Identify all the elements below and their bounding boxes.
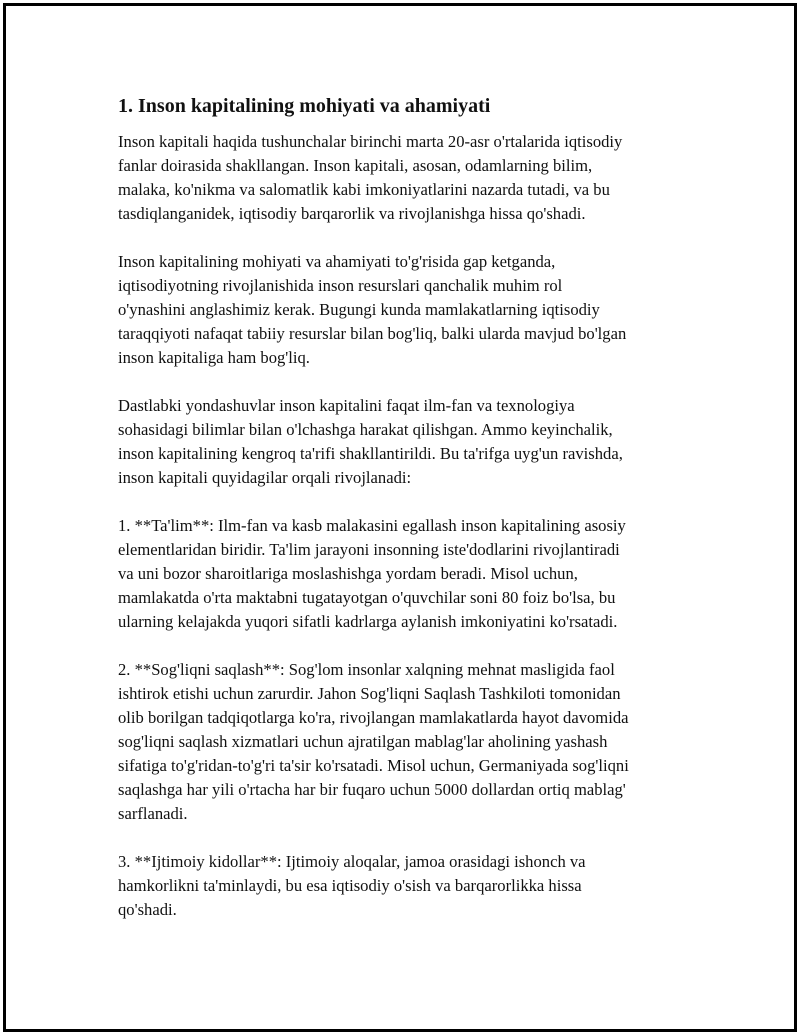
- text-line: o'ynashini anglashimiz kerak. Bugungi kunda mamlakatlarning iqtisodiy: [118, 300, 600, 319]
- text-line: va uni bozor sharoitlariga moslashishga yordam beradi. Misol uchun,: [118, 564, 578, 583]
- text-line: Dastlabki yondashuvlar inson kapitalini faqat ilm-fan va texnologiya: [118, 396, 575, 415]
- text-line: tasdiqlanganidek, iqtisodiy barqarorlik va rivojlanishga hissa qo'shadi.: [118, 204, 586, 223]
- text-line: sog'liqni saqlash xizmatlari uchun ajratilgan mablag'lar aholining yashash: [118, 732, 608, 751]
- text-line: 2. **Sog'liqni saqlash**: Sog'lom insonlar xalqning mehnat masligida faol: [118, 660, 615, 679]
- text-line: olib borilgan tadqiqotlarga ko'ra, rivojlangan mamlakatlarda hayot davomida: [118, 708, 629, 727]
- text-line: Inson kapitalining mohiyati va ahamiyati to'g'risida gap ketganda,: [118, 252, 556, 271]
- text-line: elementlaridan biridir. Ta'lim jarayoni insonning iste'dodlarini rivojlantiradi: [118, 540, 620, 559]
- text-line: sifatiga to'g'ridan-to'g'ri ta'sir ko'rsatadi. Misol uchun, Germaniyada sog'liqni: [118, 756, 629, 775]
- document-body: [118, 93, 708, 946]
- text-line: mamlakatda o'rta maktabni tugatayotgan o'quvchilar soni 80 foiz bo'lsa, bu: [118, 588, 616, 607]
- text-line: inson kapitalining kengroq ta'rifi shakllantirildi. Bu ta'rifga uyg'un ravishda,: [118, 444, 623, 463]
- section-heading: 1. Inson kapitalining mohiyati va ahamiyati: [118, 95, 491, 117]
- paragraph-approaches: [118, 394, 708, 490]
- list-item-education: [118, 514, 708, 634]
- text-line: saqlashga har yili o'rtacha har bir fuqaro uchun 5000 dollardan ortiq mablag': [118, 780, 626, 799]
- text-line: taraqqiyoti nafaqat tabiiy resurslar bilan bog'liq, balki ularda mavjud bo'lgan: [118, 324, 627, 343]
- text-line: 3. **Ijtimoiy kidollar**: Ijtimoiy aloqalar, jamoa orasidagi ishonch va: [118, 852, 586, 871]
- text-line: hamkorlikni ta'minlaydi, bu esa iqtisodiy o'sish va barqarorlikka hissa: [118, 876, 582, 895]
- text-line: inson kapitaliga ham bog'liq.: [118, 348, 310, 367]
- text-line: inson kapitali quyidagilar orqali rivojlanadi:: [118, 468, 412, 487]
- list-item-social: [118, 850, 708, 922]
- text-line: fanlar doirasida shakllangan. Inson kapitali, asosan, odamlarning bilim,: [118, 156, 593, 175]
- list-item-healthcare: [118, 658, 708, 826]
- text-line: sarflanadi.: [118, 804, 188, 823]
- text-line: 1. **Ta'lim**: Ilm-fan va kasb malakasini egallash inson kapitalining asosiy: [118, 516, 626, 535]
- paragraph-intro: [118, 130, 708, 226]
- text-line: iqtisodiyotning rivojlanishida inson resurslari qanchalik muhim rol: [118, 276, 563, 295]
- text-line: sohasidagi bilimlar bilan o'lchashga harakat qilishgan. Ammo keyinchalik,: [118, 420, 613, 439]
- paragraph-essence: [118, 250, 708, 370]
- text-line: Inson kapitali haqida tushunchalar birinchi marta 20-asr o'rtalarida iqtisodiy: [118, 132, 623, 151]
- text-line: malaka, ko'nikma va salomatlik kabi imkoniyatlarini nazarda tutadi, va bu: [118, 180, 610, 199]
- text-line: qo'shadi.: [118, 900, 177, 919]
- text-line: ularning kelajakda yuqori sifatli kadrlarga aylanish imkoniyatini ko'rsatadi.: [118, 612, 618, 631]
- text-line: ishtirok etishi uchun zarurdir. Jahon Sog'liqni Saqlash Tashkiloti tomonidan: [118, 684, 621, 703]
